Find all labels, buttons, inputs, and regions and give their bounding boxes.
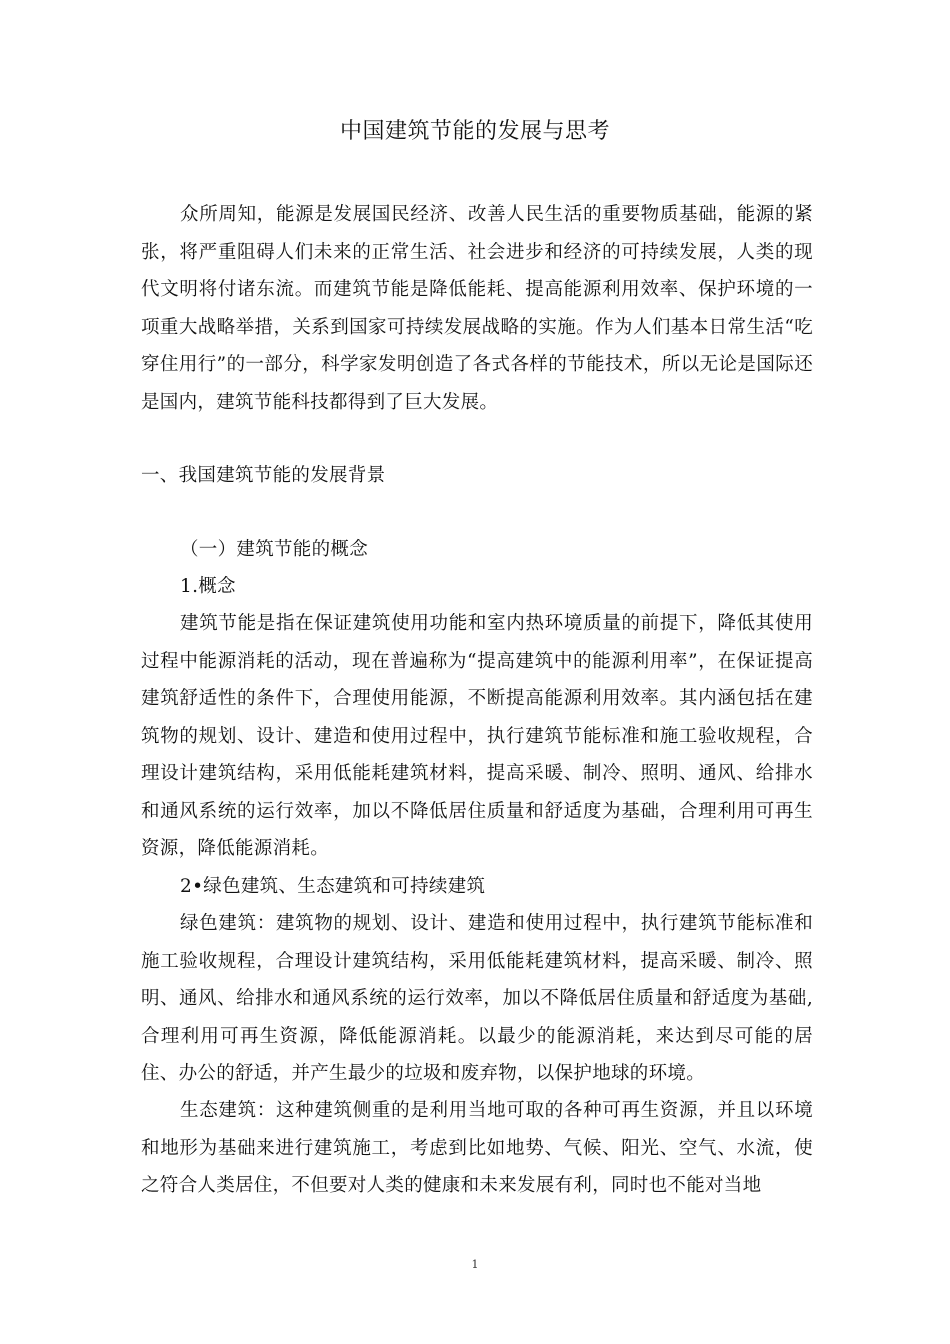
eco-building-paragraph-container <box>141 1092 813 1205</box>
page-number: 1 <box>471 1258 479 1271</box>
green-building-paragraph-container <box>141 905 813 1093</box>
concept-paragraph-container <box>141 605 813 868</box>
intro-paragraph: 众所周知，能源是发展国民经济、改善人民生活的重要物质基础，能源的紧张，将严重阻碍人们未来的正常生活、社会进步和经济的可持续发展，人类的现代文明将付诸东流。而建筑节能是降低能耗、提高能源利用效率、保护环境的一项重大战略举措，关系到国家可持续发展战略的实施。作为人们基本日常生活“吃穿住用行”的一部分，科学家发明创造了各式各样的节能技术，所以无论是国际还是国内，建筑节能科技都得到了巨大发展。 <box>141 204 813 413</box>
subsection-heading-1: （一）建筑节能的概念 <box>180 539 369 560</box>
concept-paragraph: 建筑节能是指在保证建筑使用功能和室内热环境质量的前提下，降低其使用过程中能源消耗的活动，现在普遍称为“提高建筑中的能源利用率”，在保证提高建筑舒适性的条件下，合理使用能源，不断提高能源利用效率。其内涵包括在建筑物的规划、设计、建造和使用过程中，执行建筑节能标准和施工验收规程，合理设计建筑结构，采用低能耗建筑材料，提高采暖、制冷、照明、通风、给排水和通风系统的运行效率，加以不降低居住质量和舒适度为基础，合理利用可再生资源，降低能源消耗。 <box>141 613 813 859</box>
item-heading-1: 1.概念 <box>180 576 236 597</box>
section-heading-1: 一、我国建筑节能的发展背景 <box>141 465 386 486</box>
document-title: 中国建筑节能的发展与思考 <box>339 119 610 144</box>
eco-building-paragraph: 生态建筑：这种建筑侧重的是利用当地可取的各种可再生资源，并且以环境和地形为基础来进行建筑施工，考虑到比如地势、气候、阳光、空气、水流，使之符合人类居住，不但要对人类的健康和未来发展有利，同时也不能对当地 <box>141 1100 813 1196</box>
green-building-paragraph: 绿色建筑：建筑物的规划、设计、建造和使用过程中，执行建筑节能标准和施工验收规程，合理设计建筑结构，采用低能耗建筑材料，提高采暖、制冷、照明、通风、给排水和通风系统的运行效率，加以不降低居住质量和舒适度为基础,合理利用可再生资源，降低能源消耗。以最少的能源消耗，来达到尽可能的居住、办公的舒适，并产生最少的垃圾和废弃物，以保护地球的环境。 <box>141 913 813 1084</box>
intro-paragraph-container <box>141 196 813 421</box>
item-heading-2: 2•绿色建筑、生态建筑和可持续建筑 <box>180 876 486 897</box>
